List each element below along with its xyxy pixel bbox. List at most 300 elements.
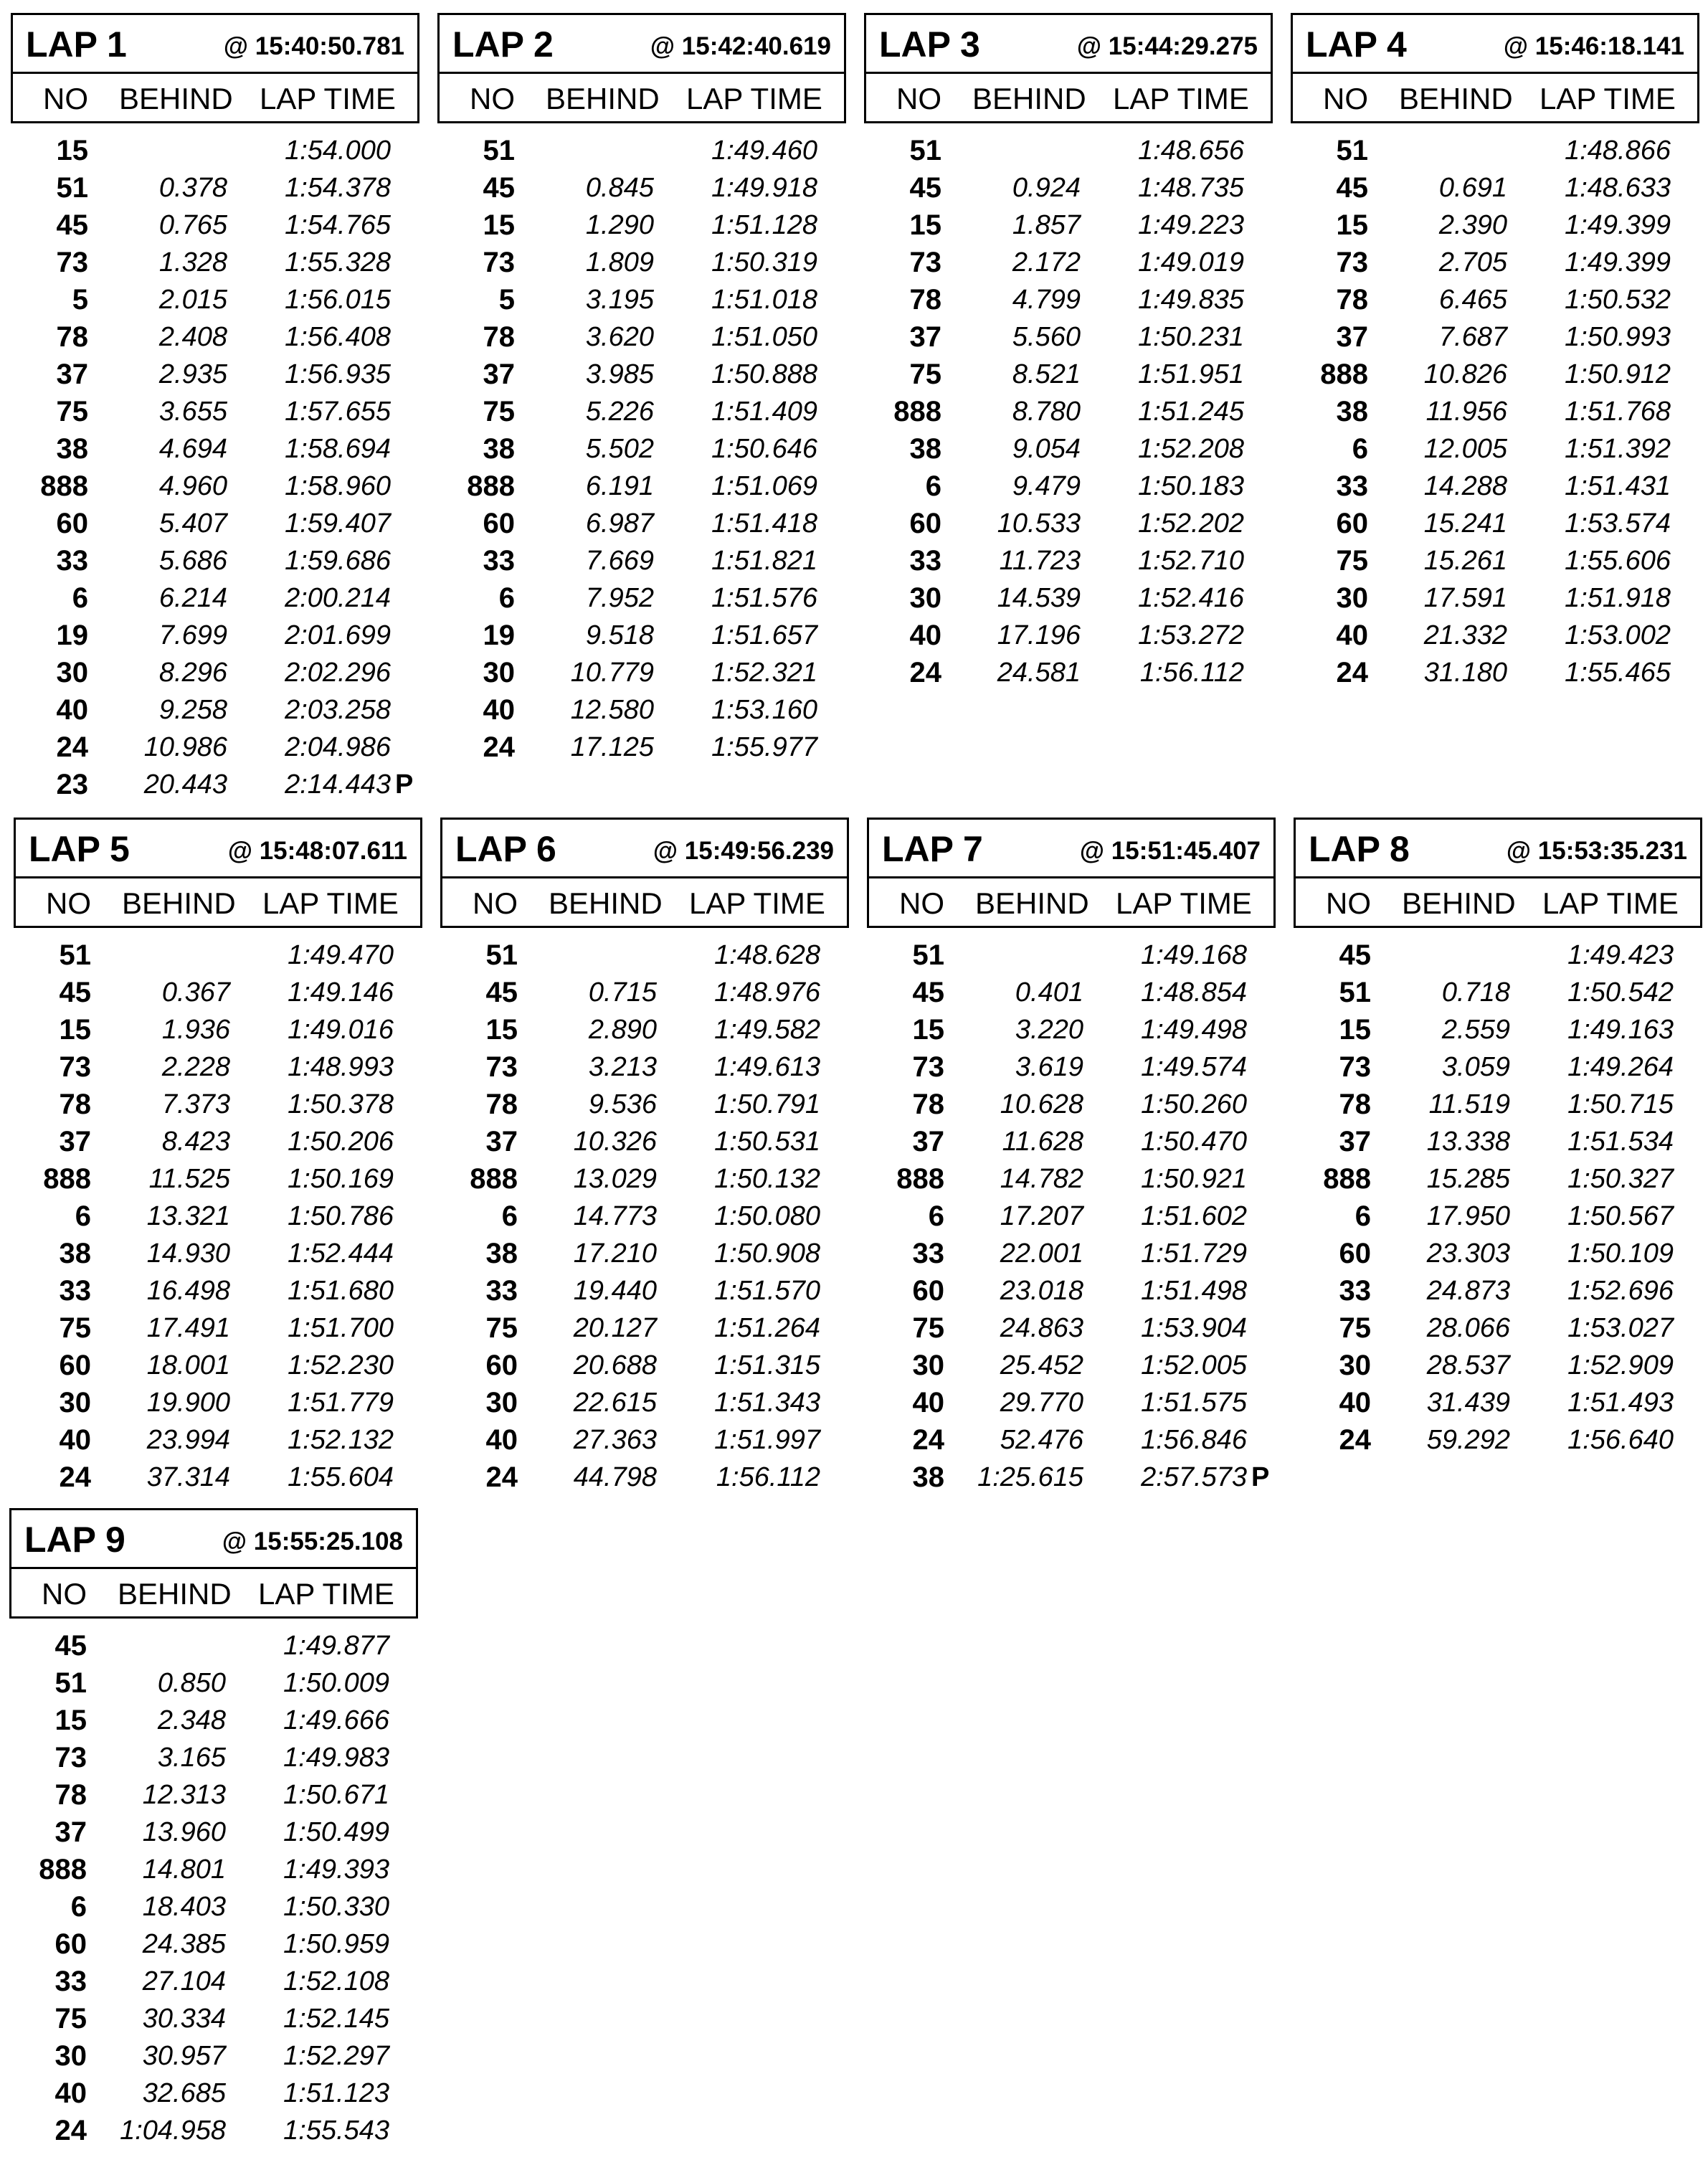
lap-time: 1:59.407	[285, 508, 391, 539]
table-row	[1291, 468, 1699, 505]
car-number: 888	[893, 396, 941, 427]
lap-time: 1:50.499	[283, 1817, 389, 1847]
lap-time: 1:50.567	[1567, 1201, 1674, 1231]
table-row	[1291, 207, 1699, 244]
car-number: 75	[912, 1312, 944, 1344]
gap-behind: 4.799	[1012, 285, 1081, 315]
gap-behind: 8.521	[1012, 359, 1081, 389]
car-number: 73	[1339, 1051, 1371, 1083]
table-row	[1294, 1086, 1702, 1123]
gap-behind: 17.207	[1000, 1201, 1083, 1231]
gap-behind: 17.125	[570, 732, 654, 762]
lap-title: LAP 5	[29, 829, 130, 869]
gap-behind: 1.936	[161, 1015, 230, 1045]
car-number: 51	[485, 939, 518, 971]
lap-time: 1:55.606	[1565, 546, 1671, 576]
lap-header	[440, 818, 849, 928]
table-row	[1294, 1048, 1702, 1086]
gap-behind: 13.321	[146, 1201, 230, 1231]
lap-time: 1:48.854	[1141, 977, 1247, 1008]
lap-time: 1:49.399	[1565, 247, 1671, 278]
lap-time: 1:51.680	[288, 1276, 394, 1306]
gap-behind: 8.296	[158, 658, 227, 688]
table-row	[1291, 169, 1699, 207]
table-row	[437, 542, 846, 579]
table-row	[1294, 1347, 1702, 1384]
car-number: 45	[909, 172, 941, 204]
gap-behind: 1.857	[1012, 210, 1081, 240]
lap-table-body	[864, 132, 1273, 691]
table-row	[867, 1011, 1276, 1048]
gap-behind: 17.950	[1426, 1201, 1510, 1231]
gap-behind: 10.826	[1423, 359, 1507, 389]
lap-time: 1:52.416	[1138, 583, 1244, 613]
car-number: 51	[483, 135, 515, 166]
table-row	[1294, 1309, 1702, 1347]
gap-behind: 11.628	[1002, 1127, 1083, 1157]
lap-block-3	[864, 13, 1273, 691]
gap-behind: 3.619	[1015, 1052, 1083, 1082]
table-row	[14, 1011, 422, 1048]
car-number: 40	[59, 1424, 91, 1456]
gap-behind: 14.288	[1423, 471, 1507, 501]
table-row	[864, 132, 1273, 169]
lap-title-row	[13, 15, 417, 74]
gap-behind: 2.348	[157, 1705, 226, 1735]
table-row	[11, 207, 419, 244]
car-number: 60	[1336, 508, 1368, 539]
table-row	[9, 1664, 418, 1702]
gap-behind: 21.332	[1423, 620, 1507, 650]
car-number: 6	[928, 1200, 944, 1232]
table-row	[864, 207, 1273, 244]
car-number: 75	[1336, 545, 1368, 577]
table-row	[867, 1384, 1276, 1421]
car-number: 60	[909, 508, 941, 539]
lap-time: 1:50.330	[283, 1892, 389, 1922]
table-row	[437, 393, 846, 430]
table-row	[437, 468, 846, 505]
lap-block-8	[1294, 818, 1702, 1459]
car-number: 33	[912, 1238, 944, 1269]
lap-timestamp: @ 15:42:40.619	[650, 32, 831, 60]
car-number: 60	[912, 1275, 944, 1307]
gap-behind: 3.620	[585, 322, 654, 352]
lap-time: 1:49.574	[1141, 1052, 1247, 1082]
lap-time: 1:52.145	[283, 2004, 389, 2034]
table-row	[11, 579, 419, 617]
lap-time: 1:50.791	[714, 1089, 820, 1119]
column-header-behind: BEHIND	[1399, 82, 1513, 115]
lap-time: 1:51.657	[711, 620, 817, 650]
car-number: 51	[1339, 977, 1371, 1008]
table-row	[9, 2037, 418, 2075]
lap-time: 1:52.696	[1567, 1276, 1674, 1306]
gap-behind: 3.213	[588, 1052, 657, 1082]
gap-behind: 10.533	[997, 508, 1081, 539]
table-row	[14, 1123, 422, 1160]
lap-time: 1:50.959	[283, 1929, 389, 1959]
lap-title: LAP 3	[879, 24, 980, 65]
lap-title-row	[11, 1510, 416, 1569]
gap-behind: 14.801	[142, 1854, 226, 1885]
gap-behind: 3.165	[157, 1743, 226, 1773]
table-row	[11, 393, 419, 430]
lap-time: 1:58.694	[285, 434, 391, 464]
column-header-row	[1293, 74, 1697, 121]
lap-block-7	[867, 818, 1276, 1496]
lap-time: 1:51.768	[1565, 397, 1671, 427]
table-row	[867, 1123, 1276, 1160]
car-number: 33	[483, 545, 515, 577]
gap-behind: 6.214	[158, 583, 227, 613]
gap-behind: 59.292	[1426, 1425, 1510, 1455]
lap-time: 1:50.231	[1138, 322, 1244, 352]
lap-time: 1:48.633	[1565, 173, 1671, 203]
table-row	[867, 1086, 1276, 1123]
lap-header	[9, 1508, 418, 1619]
gap-behind: 24.863	[1000, 1313, 1083, 1343]
lap-time: 1:52.710	[1138, 546, 1244, 576]
table-row	[1291, 244, 1699, 281]
lap-time: 1:56.640	[1567, 1425, 1674, 1455]
table-row	[11, 617, 419, 654]
car-number: 15	[56, 135, 88, 166]
table-row	[1294, 1235, 1702, 1272]
table-row	[1291, 505, 1699, 542]
lap-time: 1:48.628	[714, 940, 820, 970]
table-row	[9, 1702, 418, 1739]
lap-time: 1:51.997	[714, 1425, 820, 1455]
car-number: 15	[1339, 1014, 1371, 1046]
car-number: 24	[56, 731, 88, 763]
car-number: 51	[912, 939, 944, 971]
table-row	[9, 1739, 418, 1776]
lap-time: 1:52.444	[288, 1238, 394, 1269]
column-header-no: NO	[46, 886, 91, 920]
table-row	[14, 1160, 422, 1198]
lap-header	[11, 13, 419, 123]
table-row	[1291, 356, 1699, 393]
car-number: 15	[1336, 209, 1368, 241]
table-row	[11, 729, 419, 766]
gap-behind: 17.591	[1423, 583, 1507, 613]
gap-behind: 0.367	[161, 977, 230, 1008]
gap-behind: 27.363	[573, 1425, 657, 1455]
car-number: 37	[912, 1126, 944, 1157]
lap-title-row	[1296, 820, 1700, 878]
table-row	[14, 1347, 422, 1384]
gap-behind: 2.390	[1438, 210, 1507, 240]
table-row	[9, 1888, 418, 1925]
car-number: 40	[1336, 620, 1368, 651]
table-row	[440, 1198, 849, 1235]
lap-time: 1:55.465	[1565, 658, 1671, 688]
table-row	[1291, 393, 1699, 430]
car-number: 33	[59, 1275, 91, 1307]
table-row	[11, 281, 419, 318]
car-number: 40	[54, 2077, 87, 2109]
lap-timestamp: @ 15:48:07.611	[227, 837, 407, 865]
car-number: 37	[1336, 321, 1368, 353]
table-row	[14, 1048, 422, 1086]
table-row	[867, 1421, 1276, 1459]
table-row	[437, 729, 846, 766]
table-row	[14, 1421, 422, 1459]
lap-time: 1:51.918	[1565, 583, 1671, 613]
car-number: 6	[1352, 433, 1368, 465]
table-row	[440, 1459, 849, 1496]
gap-behind: 11.723	[999, 546, 1081, 576]
lap-time: 1:51.570	[714, 1276, 820, 1306]
table-row	[440, 1347, 849, 1384]
gap-behind: 13.338	[1426, 1127, 1510, 1157]
gap-behind: 31.180	[1423, 658, 1507, 688]
lap-time: 1:59.686	[285, 546, 391, 576]
lap-time: 1:51.779	[288, 1388, 394, 1418]
gap-behind: 52.476	[1000, 1425, 1083, 1455]
table-row	[437, 505, 846, 542]
car-number: 38	[56, 433, 88, 465]
table-row	[1294, 1160, 1702, 1198]
gap-behind: 10.986	[143, 732, 227, 762]
table-row	[437, 318, 846, 356]
gap-behind: 12.313	[142, 1780, 226, 1810]
gap-behind: 17.491	[146, 1313, 230, 1343]
table-row	[437, 207, 846, 244]
car-number: 75	[59, 1312, 91, 1344]
car-number: 40	[485, 1424, 518, 1456]
column-header-lap-time: LAP TIME	[686, 82, 822, 115]
car-number: 33	[1336, 470, 1368, 502]
table-row	[440, 974, 849, 1011]
gap-behind: 7.952	[585, 583, 654, 613]
lap-time: 1:50.993	[1565, 322, 1671, 352]
gap-behind: 15.241	[1423, 508, 1507, 539]
car-number: 6	[70, 1891, 87, 1923]
lap-time: 1:53.160	[711, 695, 817, 725]
lap-time: 1:52.230	[288, 1350, 394, 1380]
table-row	[437, 579, 846, 617]
lap-time: 1:50.378	[288, 1089, 394, 1119]
gap-behind: 3.220	[1015, 1015, 1083, 1045]
lap-time: 1:51.431	[1565, 471, 1671, 501]
table-row	[14, 1272, 422, 1309]
table-row	[11, 654, 419, 691]
column-header-behind: BEHIND	[119, 82, 233, 115]
lap-header	[864, 13, 1273, 123]
lap-time: 1:49.983	[283, 1743, 389, 1773]
table-row	[440, 1421, 849, 1459]
lap-time: 1:55.543	[283, 2115, 389, 2146]
column-header-lap-time: LAP TIME	[262, 886, 399, 920]
car-number: 33	[54, 1966, 87, 1997]
table-row	[11, 318, 419, 356]
lap-time: 1:49.168	[1141, 940, 1247, 970]
car-number: 75	[483, 396, 515, 427]
lap-time: 1:51.576	[711, 583, 817, 613]
gap-behind: 22.615	[573, 1388, 657, 1418]
lap-time: 1:51.123	[283, 2078, 389, 2108]
table-row	[11, 468, 419, 505]
gap-behind: 6.987	[585, 508, 654, 539]
lap-time: 1:51.602	[1141, 1201, 1247, 1231]
gap-behind: 8.423	[161, 1127, 230, 1157]
table-row	[867, 1048, 1276, 1086]
gap-behind: 1.809	[585, 247, 654, 278]
lap-time: 1:51.700	[288, 1313, 394, 1343]
car-number: 33	[56, 545, 88, 577]
table-row	[1294, 937, 1702, 974]
gap-behind: 25.452	[1000, 1350, 1083, 1380]
lap-time: 1:53.574	[1565, 508, 1671, 539]
car-number: 888	[1323, 1163, 1371, 1195]
gap-behind: 2.935	[158, 359, 227, 389]
table-row	[11, 505, 419, 542]
car-number: 60	[59, 1350, 91, 1381]
lap-time: 1:51.245	[1138, 397, 1244, 427]
gap-behind: 18.403	[142, 1892, 226, 1922]
lap-header	[867, 818, 1276, 928]
lap-time: 2:57.573	[1141, 1462, 1247, 1492]
car-number: 15	[485, 1014, 518, 1046]
car-number: 38	[485, 1238, 518, 1269]
column-header-no: NO	[473, 886, 518, 920]
column-header-row	[866, 74, 1271, 121]
lap-time: 1:51.729	[1141, 1238, 1247, 1269]
car-number: 5	[498, 284, 515, 316]
lap-time: 1:50.532	[1565, 285, 1671, 315]
gap-behind: 20.688	[573, 1350, 657, 1380]
lap-time: 1:54.378	[285, 173, 391, 203]
gap-behind: 1.328	[158, 247, 227, 278]
table-row	[1294, 1123, 1702, 1160]
lap-block-5	[14, 818, 422, 1496]
column-header-no: NO	[42, 1577, 87, 1611]
car-number: 75	[54, 2003, 87, 2034]
gap-behind: 3.195	[585, 285, 654, 315]
lap-title: LAP 4	[1306, 24, 1407, 65]
lap-time: 1:52.132	[288, 1425, 394, 1455]
lap-time: 1:53.002	[1565, 620, 1671, 650]
gap-behind: 30.334	[142, 2004, 226, 2034]
column-header-behind: BEHIND	[972, 82, 1086, 115]
gap-behind: 3.059	[1441, 1052, 1510, 1082]
car-number: 73	[59, 1051, 91, 1083]
car-number: 888	[40, 470, 88, 502]
column-header-behind: BEHIND	[122, 886, 236, 920]
car-number: 75	[909, 359, 941, 390]
car-number: 30	[1336, 582, 1368, 614]
car-number: 78	[1336, 284, 1368, 316]
lap-time: 2:01.699	[285, 620, 391, 650]
table-row	[867, 1459, 1276, 1496]
lap-time: 1:50.132	[714, 1164, 820, 1194]
lap-time: 1:51.951	[1138, 359, 1244, 389]
car-number: 23	[56, 769, 88, 800]
car-number: 75	[485, 1312, 518, 1344]
table-row	[1291, 132, 1699, 169]
car-number: 30	[56, 657, 88, 688]
table-row	[864, 318, 1273, 356]
lap-time: 2:14.443	[285, 769, 391, 800]
car-number: 30	[909, 582, 941, 614]
gap-behind: 23.303	[1426, 1238, 1510, 1269]
car-number: 888	[1320, 359, 1368, 390]
gap-behind: 4.960	[158, 471, 227, 501]
gap-behind: 9.518	[585, 620, 654, 650]
car-number: 40	[909, 620, 941, 651]
gap-behind: 2.408	[158, 322, 227, 352]
gap-behind: 23.018	[1000, 1276, 1083, 1306]
table-row	[1294, 1384, 1702, 1421]
gap-behind: 29.770	[1000, 1388, 1083, 1418]
lap-title-row	[16, 820, 420, 878]
table-row	[864, 505, 1273, 542]
lap-time: 1:49.016	[288, 1015, 394, 1045]
table-row	[440, 1123, 849, 1160]
gap-behind: 0.715	[588, 977, 657, 1008]
lap-time: 1:50.080	[714, 1201, 820, 1231]
car-number: 45	[1339, 939, 1371, 971]
gap-behind: 0.765	[158, 210, 227, 240]
lap-time: 1:52.202	[1138, 508, 1244, 539]
car-number: 51	[54, 1667, 87, 1699]
lap-title: LAP 6	[455, 829, 556, 869]
car-number: 6	[498, 582, 515, 614]
lap-time: 1:52.909	[1567, 1350, 1674, 1380]
gap-behind: 3.655	[158, 397, 227, 427]
table-row	[14, 1384, 422, 1421]
lap-title-row	[866, 15, 1271, 74]
gap-behind: 7.687	[1438, 322, 1507, 352]
car-number: 888	[39, 1854, 87, 1885]
table-row	[867, 1347, 1276, 1384]
gap-behind: 17.210	[573, 1238, 657, 1269]
gap-behind: 3.985	[585, 359, 654, 389]
lap-time: 1:50.715	[1567, 1089, 1674, 1119]
column-header-row	[440, 74, 844, 121]
car-number: 37	[56, 359, 88, 390]
gap-behind: 14.930	[146, 1238, 230, 1269]
table-row	[437, 244, 846, 281]
table-row	[440, 1384, 849, 1421]
table-row	[9, 2075, 418, 2112]
lap-time: 1:50.183	[1138, 471, 1244, 501]
lap-title: LAP 9	[24, 1520, 125, 1560]
lap-time: 1:49.877	[283, 1631, 389, 1661]
table-row	[437, 132, 846, 169]
gap-behind: 2.015	[158, 285, 227, 315]
lap-title-row	[1293, 15, 1697, 74]
car-number: 60	[56, 508, 88, 539]
gap-behind: 19.900	[146, 1388, 230, 1418]
gap-behind: 15.285	[1426, 1164, 1510, 1194]
table-row	[1294, 1421, 1702, 1459]
lap-time: 1:50.169	[288, 1164, 394, 1194]
lap-time: 1:49.835	[1138, 285, 1244, 315]
car-number: 6	[925, 470, 941, 502]
pit-flag: P	[1251, 1462, 1270, 1492]
column-header-no: NO	[896, 82, 941, 115]
table-row	[14, 1198, 422, 1235]
lap-time: 1:49.264	[1567, 1052, 1674, 1082]
car-number: 60	[54, 1928, 87, 1960]
table-row	[9, 2000, 418, 2037]
lap-time: 1:58.960	[285, 471, 391, 501]
lap-time: 1:53.027	[1567, 1313, 1674, 1343]
lap-table-body	[14, 937, 422, 1496]
